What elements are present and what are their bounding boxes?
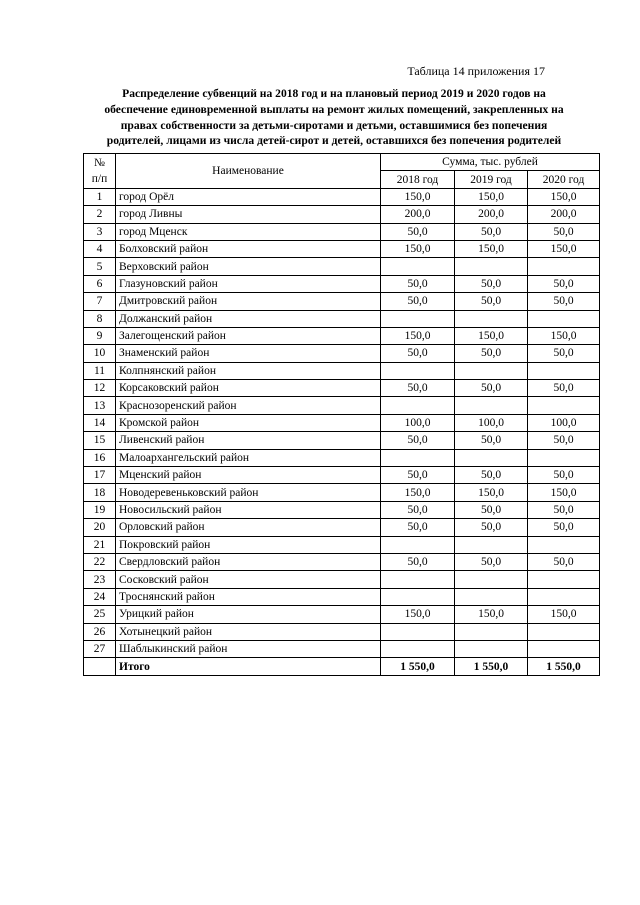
row-name: Знаменский район (116, 345, 381, 362)
table-row (84, 414, 600, 431)
row-value-2020: 50,0 (528, 223, 600, 240)
row-number: 26 (84, 623, 116, 640)
row-value-2019 (455, 571, 528, 588)
row-number (84, 658, 116, 675)
header-number-line: п/п (91, 172, 108, 185)
row-number: 14 (84, 414, 116, 431)
row-number: 12 (84, 380, 116, 397)
row-value-2019: 50,0 (455, 553, 528, 570)
table-row (84, 484, 600, 501)
row-name: Орловский район (116, 519, 381, 536)
table-row (84, 571, 600, 588)
table-row (84, 188, 600, 205)
row-value-2020: 200,0 (528, 206, 600, 223)
row-number: 27 (84, 640, 116, 657)
row-value-2020: 50,0 (528, 519, 600, 536)
row-value-2019: 200,0 (455, 206, 528, 223)
row-number: 11 (84, 362, 116, 379)
table-row (84, 432, 600, 449)
row-number: 6 (84, 275, 116, 292)
row-value-2019: 100,0 (455, 414, 528, 431)
row-name: город Орёл (116, 188, 381, 205)
row-name: Малоархангельский район (116, 449, 381, 466)
row-value-2020: 50,0 (528, 380, 600, 397)
row-number: 10 (84, 345, 116, 362)
table-row (84, 345, 600, 362)
row-value-2020: 50,0 (528, 275, 600, 292)
row-name: Шаблыкинский район (116, 640, 381, 657)
row-name: Колпнянский район (116, 362, 381, 379)
row-value-2020 (528, 397, 600, 414)
row-value-2018 (381, 571, 455, 588)
row-value-2018 (381, 640, 455, 657)
title-line: Распределение субвенций на 2018 год и на плановый период 2019 и 2020 годов на (122, 87, 546, 100)
row-number: 2 (84, 206, 116, 223)
row-name: Свердловский район (116, 553, 381, 570)
row-value-2018 (381, 449, 455, 466)
row-name: Итого (116, 658, 381, 675)
row-value-2018: 50,0 (381, 380, 455, 397)
row-value-2020: 50,0 (528, 501, 600, 518)
row-value-2019 (455, 449, 528, 466)
row-value-2018: 50,0 (381, 467, 455, 484)
table-row (84, 293, 600, 310)
table-row (84, 275, 600, 292)
table-caption: Таблица 14 приложения 17 (407, 64, 545, 78)
row-value-2020: 1 550,0 (528, 658, 600, 675)
title-line: родителей, лицами из числа детей-сирот и детей, оставшихся без попечения родителей (106, 134, 562, 148)
row-name: Глазуновский район (116, 275, 381, 292)
table-row (84, 553, 600, 570)
row-value-2018 (381, 258, 455, 275)
row-number: 17 (84, 467, 116, 484)
table-row (84, 519, 600, 536)
row-value-2019 (455, 362, 528, 379)
row-name: Хотынецкий район (116, 623, 381, 640)
row-value-2019: 50,0 (455, 345, 528, 362)
row-value-2018: 1 550,0 (381, 658, 455, 675)
row-value-2020: 50,0 (528, 293, 600, 310)
row-value-2018: 150,0 (381, 484, 455, 501)
header-row (84, 154, 600, 171)
row-value-2019: 150,0 (455, 240, 528, 257)
document-title (72, 86, 596, 149)
row-value-2019: 50,0 (455, 275, 528, 292)
row-number: 22 (84, 553, 116, 570)
table-row (84, 240, 600, 257)
table-row (84, 640, 600, 657)
column-header-2018: 2018 год (381, 171, 455, 188)
row-value-2018: 50,0 (381, 223, 455, 240)
row-value-2019 (455, 536, 528, 553)
row-value-2019: 50,0 (455, 293, 528, 310)
row-value-2020: 50,0 (528, 432, 600, 449)
row-value-2019 (455, 640, 528, 657)
row-name: Дмитровский район (116, 293, 381, 310)
row-value-2020 (528, 640, 600, 657)
row-value-2019: 50,0 (455, 223, 528, 240)
row-value-2020 (528, 449, 600, 466)
column-header-sum: Сумма, тыс. рублей (381, 154, 600, 171)
row-number: 5 (84, 258, 116, 275)
row-number: 3 (84, 223, 116, 240)
row-name: Новодеревеньковский район (116, 484, 381, 501)
row-name: Залегощенский район (116, 327, 381, 344)
row-value-2018: 50,0 (381, 275, 455, 292)
row-value-2020 (528, 362, 600, 379)
row-value-2018: 50,0 (381, 519, 455, 536)
row-name: Кромской район (116, 414, 381, 431)
table-row (84, 397, 600, 414)
row-number: 16 (84, 449, 116, 466)
row-number: 1 (84, 188, 116, 205)
row-value-2018: 50,0 (381, 345, 455, 362)
table-row (84, 362, 600, 379)
title-line: правах собственности за детьми-сиротами и детьми, оставшимися без попечения (120, 118, 548, 132)
row-value-2018: 50,0 (381, 293, 455, 310)
row-value-2018: 150,0 (381, 240, 455, 257)
row-value-2018 (381, 588, 455, 605)
row-value-2019: 50,0 (455, 519, 528, 536)
row-value-2020 (528, 571, 600, 588)
row-name: Болховский район (116, 240, 381, 257)
row-number: 4 (84, 240, 116, 257)
row-value-2020 (528, 310, 600, 327)
column-header-name: Наименование (116, 154, 381, 189)
row-value-2020: 50,0 (528, 467, 600, 484)
row-value-2018 (381, 536, 455, 553)
row-value-2018 (381, 623, 455, 640)
row-name: Должанский район (116, 310, 381, 327)
row-value-2018: 150,0 (381, 606, 455, 623)
row-number: 15 (84, 432, 116, 449)
row-value-2018: 50,0 (381, 501, 455, 518)
row-number: 23 (84, 571, 116, 588)
row-value-2020 (528, 536, 600, 553)
row-number: 21 (84, 536, 116, 553)
row-number: 19 (84, 501, 116, 518)
table-row (84, 449, 600, 466)
row-value-2019: 50,0 (455, 380, 528, 397)
table-row (84, 206, 600, 223)
row-value-2019: 50,0 (455, 501, 528, 518)
table-row (84, 467, 600, 484)
title-line: обеспечение единовременной выплаты на ремонт жилых помещений, закрепленных на (104, 102, 564, 116)
table-row (84, 258, 600, 275)
row-name: Новосильский район (116, 501, 381, 518)
row-value-2018: 50,0 (381, 553, 455, 570)
row-name: Верховский район (116, 258, 381, 275)
table-row (84, 623, 600, 640)
table-row (84, 536, 600, 553)
row-value-2020: 100,0 (528, 414, 600, 431)
row-value-2018: 100,0 (381, 414, 455, 431)
row-name: Троснянский район (116, 588, 381, 605)
row-value-2020 (528, 623, 600, 640)
row-value-2019: 150,0 (455, 484, 528, 501)
table-row (84, 501, 600, 518)
row-name: город Ливны (116, 206, 381, 223)
row-number: 9 (84, 327, 116, 344)
row-name: Сосковский район (116, 571, 381, 588)
header-number-line: № (94, 156, 105, 169)
row-value-2020: 150,0 (528, 327, 600, 344)
row-value-2018 (381, 397, 455, 414)
row-value-2018: 200,0 (381, 206, 455, 223)
row-value-2018 (381, 310, 455, 327)
row-value-2019: 150,0 (455, 327, 528, 344)
row-name: Мценский район (116, 467, 381, 484)
column-header-number (84, 154, 116, 189)
table-row (84, 327, 600, 344)
row-value-2019 (455, 310, 528, 327)
column-header-2020: 2020 год (528, 171, 600, 188)
table-row (84, 588, 600, 605)
row-name: Краснозоренский район (116, 397, 381, 414)
column-header-2019: 2019 год (455, 171, 528, 188)
row-value-2019: 50,0 (455, 432, 528, 449)
row-value-2020: 150,0 (528, 484, 600, 501)
row-value-2020: 150,0 (528, 240, 600, 257)
table-row (84, 606, 600, 623)
row-value-2020 (528, 588, 600, 605)
row-number: 25 (84, 606, 116, 623)
row-value-2019: 1 550,0 (455, 658, 528, 675)
row-value-2018: 150,0 (381, 327, 455, 344)
table-body (84, 188, 600, 675)
row-value-2020: 50,0 (528, 345, 600, 362)
row-value-2018 (381, 362, 455, 379)
row-number: 7 (84, 293, 116, 310)
row-value-2018: 50,0 (381, 432, 455, 449)
row-value-2019 (455, 588, 528, 605)
row-number: 20 (84, 519, 116, 536)
row-number: 24 (84, 588, 116, 605)
subsidy-table (83, 153, 600, 676)
row-value-2019 (455, 623, 528, 640)
row-name: Ливенский район (116, 432, 381, 449)
row-number: 13 (84, 397, 116, 414)
row-value-2020: 50,0 (528, 553, 600, 570)
row-value-2019 (455, 258, 528, 275)
row-value-2019 (455, 397, 528, 414)
table-row (84, 310, 600, 327)
row-name: Урицкий район (116, 606, 381, 623)
row-value-2020: 150,0 (528, 188, 600, 205)
row-value-2019: 150,0 (455, 188, 528, 205)
row-value-2019: 50,0 (455, 467, 528, 484)
row-name: Корсаковский район (116, 380, 381, 397)
row-value-2018: 150,0 (381, 188, 455, 205)
row-number: 18 (84, 484, 116, 501)
row-name: Покровский район (116, 536, 381, 553)
table-total-row (84, 658, 600, 675)
row-value-2020 (528, 258, 600, 275)
table-row (84, 223, 600, 240)
row-name: город Мценск (116, 223, 381, 240)
row-number: 8 (84, 310, 116, 327)
row-value-2019: 150,0 (455, 606, 528, 623)
row-value-2020: 150,0 (528, 606, 600, 623)
table-row (84, 380, 600, 397)
